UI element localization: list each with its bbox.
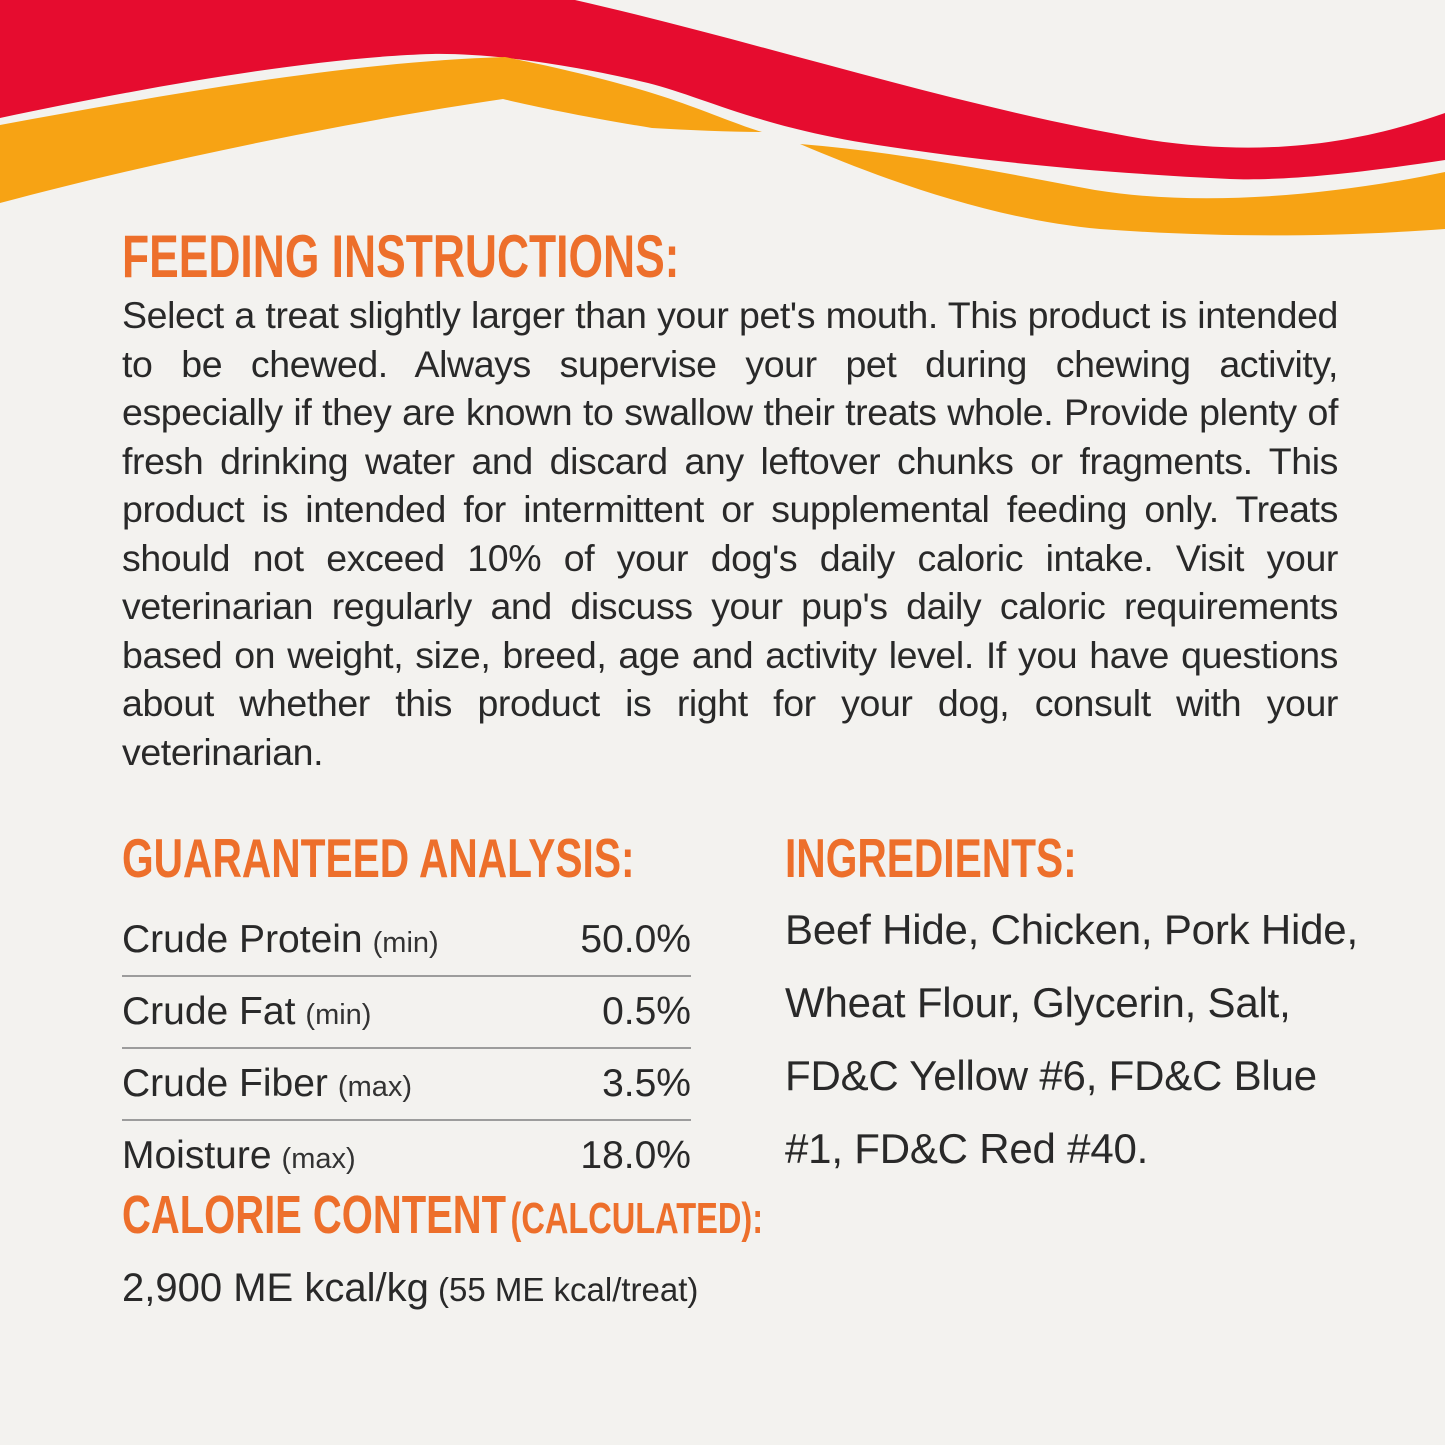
feeding-instructions-heading-text: FEEDING INSTRUCTIONS: <box>122 223 680 290</box>
ingredients-heading-text: INGREDIENTS: <box>785 827 1077 889</box>
analysis-nutrient: Crude Protein <box>122 918 363 961</box>
calorie-content-heading-text <box>122 1184 763 1246</box>
analysis-label <box>122 1134 356 1178</box>
analysis-nutrient: Crude Fat <box>122 990 296 1033</box>
feeding-instructions-paragraph: Select a treat slightly larger than your pet's mouth. This product is intended to be chewed. Always supervise your pet during chewing activity, especially if they are known to swallow their treats whole. Provide plenty of fresh drinking water and discard any leftover chunks or fragments. This product is intended for intermittent or supplemental feeding only. Treats should not exceed 10% of your dog's daily caloric intake. Visit your veterinarian regularly and discuss your pup's daily caloric requirements based on weight, size, breed, age and activity level. If you have questions about whether this product is right for your dog, consult with your veterinarian. <box>122 294 1338 773</box>
guaranteed-analysis-heading <box>122 826 815 890</box>
calorie-value-paren: (55 ME kcal/treat) <box>428 1271 699 1308</box>
calorie-content-heading <box>122 1184 988 1246</box>
analysis-qualifier: (max) <box>281 1143 356 1175</box>
guaranteed-analysis-table <box>122 905 691 1191</box>
analysis-qualifier: (min) <box>372 927 439 959</box>
analysis-qualifier: (min) <box>305 999 372 1031</box>
analysis-value: 0.5% <box>602 990 691 1033</box>
analysis-label <box>122 1062 412 1106</box>
calorie-heading-main: CALORIE CONTENT <box>122 1185 507 1245</box>
ingredients-list: Beef Hide, Chicken, Pork Hide, Wheat Flour, Glycerin, Salt, FD&C Yellow #6, FD&C Blue #1, FD&C Red #40. <box>785 906 1358 1172</box>
calorie-value-main: 2,900 ME kcal/kg <box>122 1266 429 1310</box>
analysis-value: 50.0% <box>580 918 691 961</box>
analysis-value: 18.0% <box>580 1134 691 1177</box>
analysis-label <box>122 990 371 1034</box>
ingredients-heading <box>785 826 1179 890</box>
analysis-value: 3.5% <box>602 1062 691 1105</box>
analysis-nutrient: Crude Fiber <box>122 1062 328 1105</box>
analysis-label <box>122 918 439 962</box>
calorie-content-value <box>122 1266 698 1311</box>
analysis-row-crude-fat <box>122 975 691 1047</box>
analysis-row-crude-protein <box>122 905 691 975</box>
analysis-row-moisture <box>122 1119 691 1191</box>
feeding-instructions-heading <box>122 222 875 291</box>
analysis-nutrient: Moisture <box>122 1134 272 1177</box>
analysis-row-crude-fiber <box>122 1047 691 1119</box>
guaranteed-analysis-heading-text: GUARANTEED ANALYSIS: <box>122 827 635 889</box>
analysis-qualifier: (max) <box>337 1071 413 1103</box>
calorie-heading-paren: (CALCULATED): <box>510 1194 764 1243</box>
